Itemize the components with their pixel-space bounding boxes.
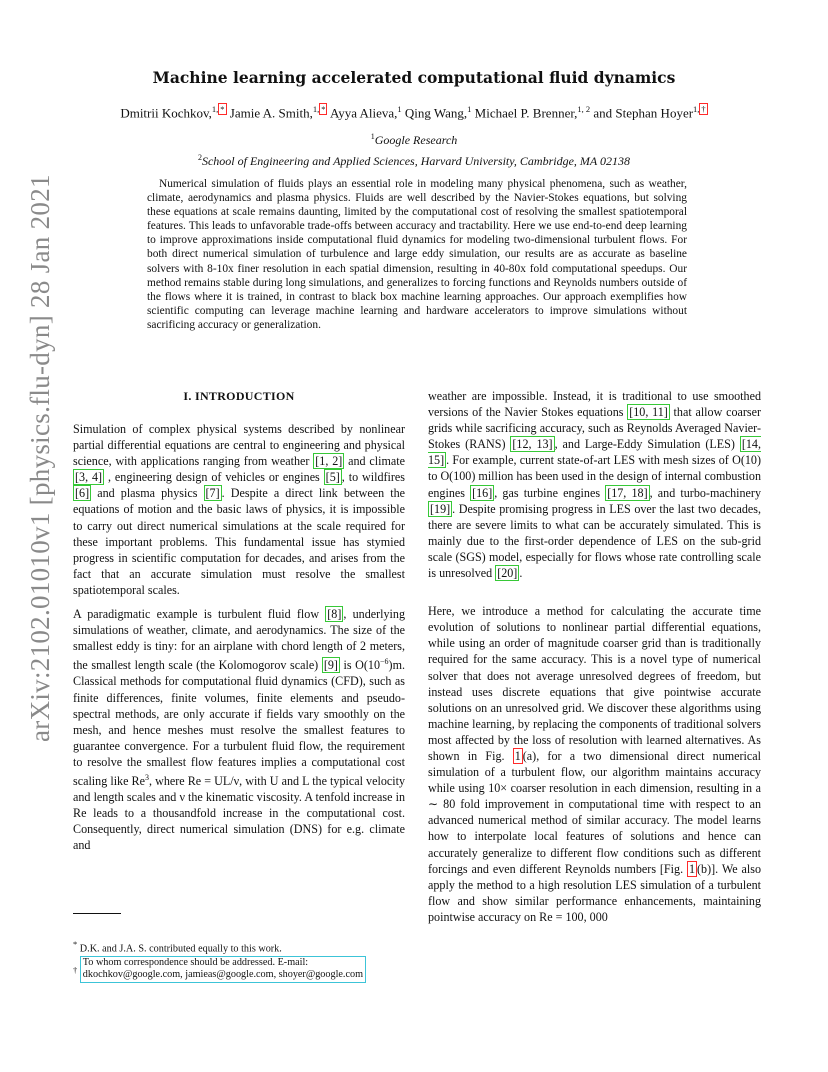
superscript: −6	[380, 657, 389, 667]
author-name: Qing Wang,	[401, 105, 468, 121]
author-name: Ayya Alieva,	[327, 105, 398, 121]
author-affiliation: 1,	[211, 104, 219, 114]
author-affiliation: 1	[397, 104, 402, 114]
affiliation-1	[0, 132, 828, 148]
author-footnote-link[interactable]: *	[321, 104, 326, 114]
citation-link[interactable]: [5]	[325, 470, 340, 485]
left-column	[73, 421, 405, 862]
superscript: 3	[145, 773, 149, 782]
citation-link[interactable]: [9]	[323, 658, 338, 673]
citation-link[interactable]: [10, 11]	[629, 405, 668, 420]
citation-link[interactable]: [3, 4]	[75, 470, 103, 485]
footnote-1	[73, 938, 408, 956]
arxiv-stamp: arXiv:2102.01010v1 [physics.flu-dyn] 28 Jan 2021	[25, 174, 55, 742]
citation-link[interactable]: [1, 2]	[315, 454, 343, 469]
footnote-2	[73, 956, 408, 983]
affiliation-text: Google Research	[374, 133, 458, 147]
footnote-text: D.K. and J.A. S. contributed equally to this work.	[77, 943, 282, 955]
citation-link[interactable]: [7]	[205, 486, 220, 501]
author-name: Dmitrii Kochkov,	[120, 105, 212, 121]
footnote-mark: †	[73, 965, 78, 975]
footnote-mark: *	[73, 939, 78, 949]
author-footnote-link[interactable]: *	[220, 104, 225, 114]
citation-link[interactable]: [12, 13]	[512, 437, 553, 452]
figure-link[interactable]: 1	[514, 748, 521, 763]
author-footnote-link[interactable]: †	[701, 104, 706, 114]
correspondence-link[interactable]	[80, 956, 366, 983]
abstract: Numerical simulation of fluids plays an essential role in modeling many physical phenomena, such as weather, climate, aerodynamics and plasma physics. Fluids are well described by the Navier-Stokes equations, but solving these equations at scale remains daunting, limited by the computational cost of resolving the smallest spatiotemporal features. This leads to unfavorable trade-offs between accuracy and tractability. Here we use end-to-end deep learning to improve approximations inside computational fluid dynamics for modeling two-dimensional turbulent flows. For both direct numerical simulation of turbulence and large eddy simulation, our results are as accurate as baseline solvers with 8-10x finer resolution in each spatial dimension, resulting in 40-80x fold computational speedups. Our method remains stable during long simulations, and generalizes to forcing functions and Reynolds numbers outside of the flows where it is trained, in contrast to black box machine learning approaches. Our approach exemplifies how scientific computing can leverage machine learning and hardware accelerators to improve simulations without sacrificing accuracy or generalization.	[147, 178, 687, 331]
citation-link[interactable]: [8]	[327, 607, 342, 622]
author-affiliation: 1,	[693, 104, 700, 114]
citation-link[interactable]: [16]	[472, 485, 493, 500]
affiliation-number: 1	[370, 132, 375, 141]
author-affiliation: 1,	[312, 104, 320, 114]
paragraph: Simulation of complex physical systems described by nonlinear partial differential equations are central to engineering and physical science, with applications ranging from weather [1, 2] and climate [3, 4] , engineering design of vehicles or engines [5] , to wildfires [6] and plasma physics [7] . Despite a direct link between the equations of motion and the basic laws of physics, it is impossible to carry out direct numerical simulations at the scale required for these important problems. This fundamental issue has stymied progress in scientific computation for decades, and arises from the fact that an accurate simulation must resolve the smallest spatiotemporal scales.	[73, 422, 406, 597]
paragraph: weather are impossible. Instead, it is traditional to use smoothed versions of the Navier Stokes equations [10, 11] that allow coarser grids while sacrificing accuracy, such as Reynolds Averaged Navier-Stokes (RANS) [12, 13] , and Large-Eddy Simulation (LES) [14, 15] . For example, current state-of-art LES with mesh sizes of O(10) to O(100) million has been used in the design of internal combustion engines [16] , gas turbine engines [17, 18] , and turbo-machinery [19] . Despite promising progress in LES over the last two decades, there are severe limits to what can be accurately simulated. This is mainly due to the first-order dependence of LES on the sub-grid scale (SGS) model, especially for flows whose rate controlling scale is unresolved [20] .	[428, 389, 761, 581]
paper-title: Machine learning accelerated computational fluid dynamics	[152, 68, 676, 87]
citation-link[interactable]: [17, 18]	[607, 485, 648, 500]
footnotes	[73, 938, 408, 983]
email-addresses: dkochkov@google.com, jamieas@google.com, shoyer@google.com	[82, 969, 364, 981]
citation-link[interactable]: [20]	[497, 566, 518, 581]
author-affiliation: 1	[467, 104, 472, 114]
author-name: Michael P. Brenner,	[471, 105, 578, 121]
author-name: Jamie A. Smith,	[226, 105, 313, 121]
footnote-rule	[73, 913, 121, 914]
paragraph: A paradigmatic example is turbulent fluid flow [8] , underlying simulations of weather, climate, and aerodynamics. The size of the smallest eddy is tiny: for an airplane with chord length of 2 meters, the smallest length scale (the Kolomogorov scale) [9] is $O(10^{-6})m$. Classical methods for computational fluid dynamics (CFD), such as finite differences, finite volumes, finite elements and pseudo-spectral methods, are only accurate if fields vary smoothly on the mesh, and hence meshes must resolve the smallest features to guarantee convergence. For a turbulent fluid flow, the requirement to resolve the smallest flow features implies a computational cost scaling like Re$^3$, where Re = UL/ν, with U and L the typical velocity and length scales and ν the kinematic viscosity. A tenfold increase in Re leads to a thousandfold increase in the computational cost. Consequently, direct numerical simulation (DNS) for e.g. climate and	[73, 607, 406, 853]
citation-link[interactable]: [6]	[75, 486, 90, 501]
right-column	[428, 388, 761, 933]
affiliation-2	[0, 153, 828, 169]
citation-link[interactable]: [19]	[430, 501, 451, 516]
affiliation-number: 2	[197, 153, 202, 162]
citation-link[interactable]: [14, 15]	[428, 437, 761, 468]
author-affiliation: 1, 2	[577, 104, 591, 114]
paragraph: Here, we introduce a method for calculating the accurate time evolution of solutions to nonlinear partial differential equations, while using an order of magnitude coarser grid than is traditionally required for the same accuracy. This is a novel type of numerical solver that does not average unresolved degrees of freedom, but instead uses discrete equations that give pointwise accurate solutions on an unresolved grid. We discover these algorithms using machine learning, by replacing the components of traditional solvers most affected by the loss of resolution with learned alternatives. As shown in Fig. 1 (a), for a two dimensional direct numerical simulation of a turbulent flow, our algorithm maintains accuracy while using 10× coarser resolution in each dimension, resulting in a ∼ 80 fold improvement in computational time with respect to an advanced numerical method of similar accuracy. The model learns how to interpolate local features of solutions and hence can accurately generalize to different flow conditions such as different forcings and even different Reynolds numbers [Fig. 1 (b)]. We also apply the method to a high resolution LES simulation of a turbulent flow and show similar performance enhancements, maintaining pointwise accuracy on Re = 100, 000	[428, 604, 761, 924]
author-name: and Stephan Hoyer	[590, 105, 694, 121]
section-heading: I. INTRODUCTION	[183, 389, 295, 403]
affiliation-text: School of Engineering and Applied Sciences, Harvard University, Cambridge, MA 02138	[201, 154, 631, 168]
author-list	[0, 104, 828, 121]
correspondence-text: To whom correspondence should be addressed. E-mail:	[82, 956, 309, 968]
figure-link[interactable]: 1	[688, 861, 696, 876]
